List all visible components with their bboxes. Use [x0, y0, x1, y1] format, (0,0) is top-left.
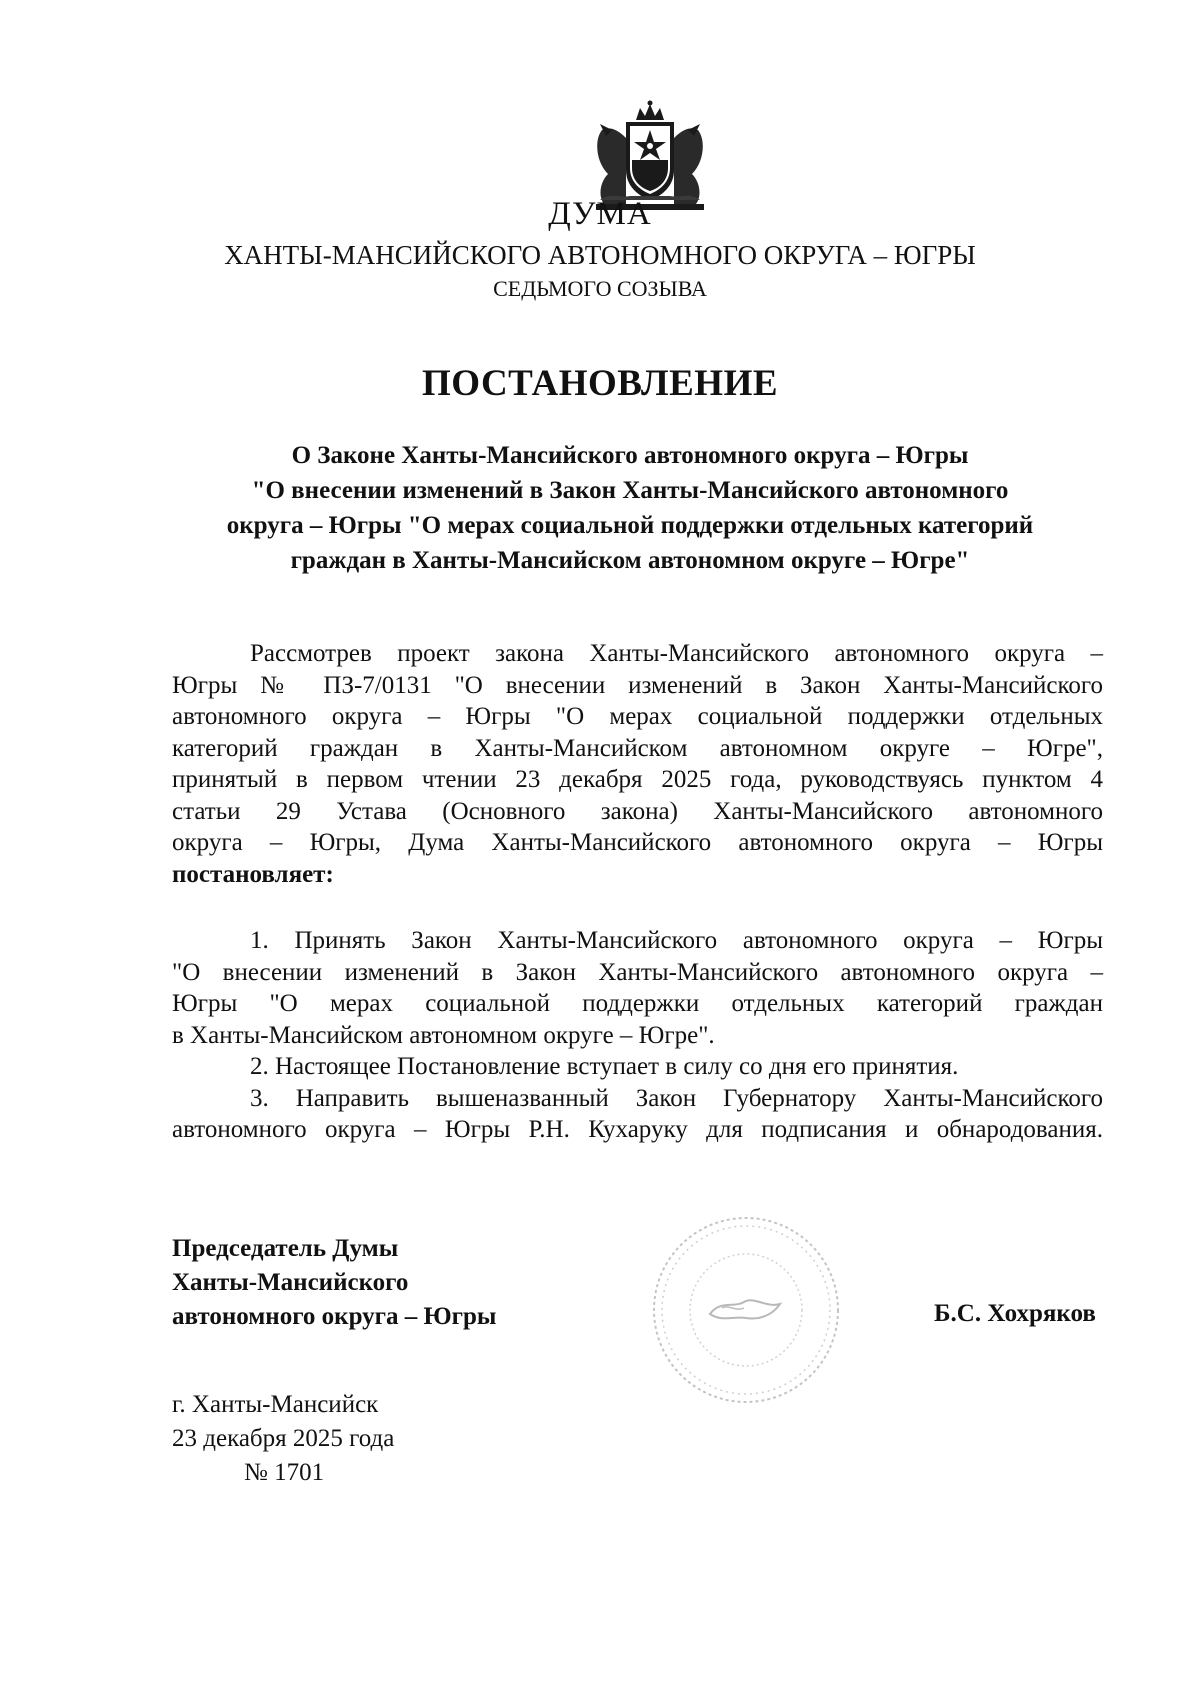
decree-item-line: "О внесении изменений в Закон Ханты-Мансийского автономного округа –	[172, 958, 1103, 986]
decree-item-line: 3. Направить вышеназванный Закон Губернатору Ханты-Мансийского	[250, 1084, 1103, 1112]
heading-line: округа – Югры "О мерах социальной поддержки отдельных категорий	[226, 512, 1034, 539]
decree-item-line: в Ханты-Мансийском автономном округе – Югре".	[172, 1021, 715, 1049]
preamble-line: Югры № ПЗ-7/0131 "О внесении изменений в Закон Ханты-Мансийского	[172, 671, 1103, 699]
document-type: ПОСТАНОВЛЕНИЕ	[421, 363, 779, 404]
document-heading	[180, 438, 1080, 578]
decree-item-line: автономного округа – Югры Р.Н. Кухаруку для подписания и обнародования.	[172, 1116, 1103, 1143]
signatory-name: Б.С. Хохряков	[934, 1300, 1096, 1327]
signatory-position-line: автономного округа – Югры	[172, 1303, 497, 1330]
heading-line: "О внесении изменений в Закон Ханты-Мансийского автономного	[251, 477, 1009, 504]
preamble-line: категорий граждан в Ханты-Мансийском автономном округе – Югре",	[172, 734, 1103, 762]
signatory-position-line: Председатель Думы	[172, 1235, 399, 1262]
council-title: ДУМА	[548, 196, 652, 232]
decree-item-line: 2. Настоящее Постановление вступает в силу со дня его принятия.	[250, 1053, 959, 1080]
preamble-line: статьи 29 Устава (Основного закона) Ханты-Мансийского автономного	[172, 797, 1103, 825]
signatory-position-line: Ханты-Мансийского	[172, 1269, 409, 1296]
issue-number: № 1701	[244, 1459, 325, 1486]
signatory-position	[172, 1232, 496, 1334]
preamble-line: автономного округа – Югры "О мерах социальной поддержки отдельных	[172, 703, 1103, 730]
official-seal-icon	[648, 1212, 844, 1408]
issue-city: г. Ханты-Мансийск	[172, 1391, 379, 1418]
issue-date: 23 декабря 2025 года	[172, 1425, 395, 1452]
decree-item-line: Югры "О мерах социальной поддержки отдельных категорий граждан	[172, 990, 1103, 1017]
decree-word: постановляет:	[172, 860, 334, 888]
heading-line: граждан в Ханты-Мансийском автономном округе – Югре"	[290, 547, 970, 574]
issue-details	[172, 1388, 394, 1490]
council-subtitle: ХАНТЫ-МАНСИЙСКОГО АВТОНОМНОГО ОКРУГА – ЮГРЫ	[224, 240, 976, 270]
council-convocation: СЕДЬМОГО СОЗЫВА	[493, 276, 707, 301]
heading-line: О Законе Ханты-Мансийского автономного округа – Югры	[291, 442, 969, 469]
decree-item-line: 1. Принять Закон Ханты-Мансийского автономного округа – Югры	[250, 927, 1103, 954]
preamble-line: принятый в первом чтении 23 декабря 2025 года, руководствуясь пунктом 4	[172, 766, 1103, 793]
preamble-line: округа – Югры, Дума Ханты-Мансийского автономного округа – Югры	[172, 829, 1103, 856]
preamble-line: Рассмотрев проект закона Ханты-Мансийского автономного округа –	[250, 640, 1103, 667]
decree-items	[172, 925, 1103, 1146]
preamble-paragraph	[172, 638, 1103, 890]
